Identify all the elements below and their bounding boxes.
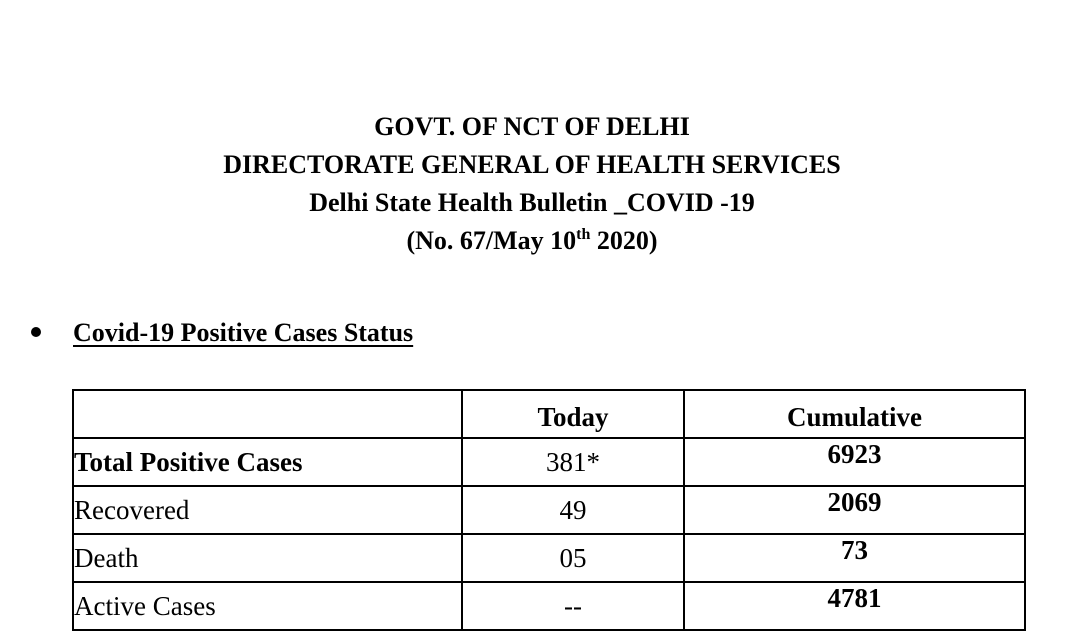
cases-status-table	[72, 389, 1026, 631]
today-value: 381*	[462, 438, 684, 486]
cumulative-value: 73	[684, 534, 1025, 582]
header-bulletin-title: Delhi State Health Bulletin _COVID -19	[309, 188, 755, 217]
header-bulletin-number	[0, 222, 1064, 260]
cumulative-value: 6923	[684, 438, 1025, 486]
table-row	[73, 486, 1025, 534]
row-label: Total Positive Cases	[73, 438, 462, 486]
today-value: 49	[462, 486, 684, 534]
row-label: Recovered	[73, 486, 462, 534]
today-value: --	[462, 582, 684, 630]
row-label: Death	[73, 534, 462, 582]
column-header-blank	[73, 390, 462, 438]
section-title: Covid-19 Positive Cases Status	[73, 318, 414, 347]
bullet-icon	[31, 327, 41, 337]
bulletin-number-prefix: (No. 67/May 10	[406, 226, 577, 255]
header-directorate: DIRECTORATE GENERAL OF HEALTH SERVICES	[223, 150, 841, 179]
table-header-row	[73, 390, 1025, 438]
cumulative-value: 2069	[684, 486, 1025, 534]
table-row	[73, 582, 1025, 630]
column-header-today: Today	[462, 390, 684, 438]
bulletin-date-superscript: th	[576, 226, 591, 243]
column-header-cumulative: Cumulative	[684, 390, 1025, 438]
cumulative-value: 4781	[684, 582, 1025, 630]
table-row	[73, 438, 1025, 486]
header-govt: GOVT. OF NCT OF DELHI	[374, 112, 690, 141]
row-label: Active Cases	[73, 582, 462, 630]
bulletin-number-suffix: 2020)	[590, 226, 658, 255]
today-value: 05	[462, 534, 684, 582]
table-row	[73, 534, 1025, 582]
